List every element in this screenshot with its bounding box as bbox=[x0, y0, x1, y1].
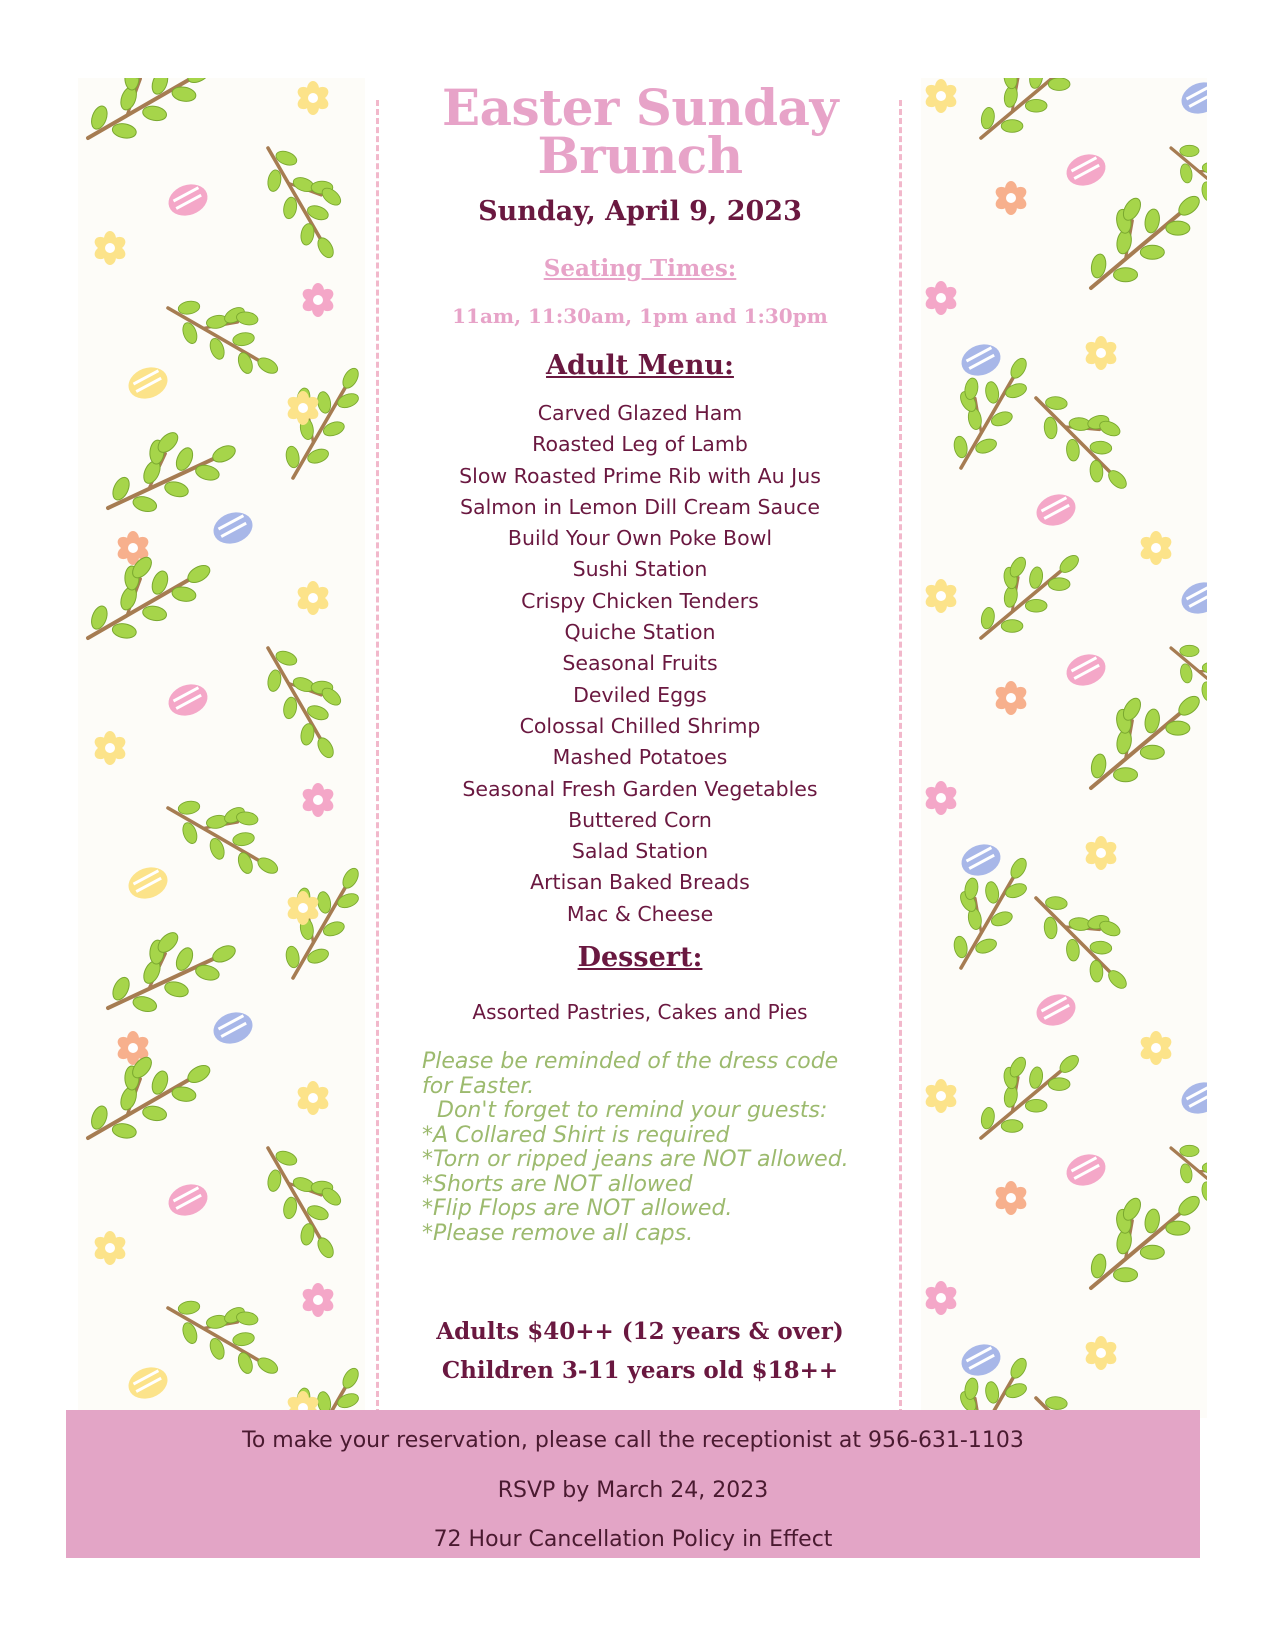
left-decor-panel bbox=[78, 78, 365, 1418]
easter-egg-icon bbox=[124, 362, 172, 404]
dress-code-line: *Torn or ripped jeans are NOT allowed. bbox=[422, 1147, 849, 1172]
easter-egg-icon bbox=[957, 839, 1005, 881]
leaf-branch-icon bbox=[248, 1128, 365, 1269]
easter-egg-icon bbox=[124, 862, 172, 904]
dessert-heading: Dessert: bbox=[577, 942, 703, 973]
menu-item: Salad Station bbox=[571, 839, 709, 864]
daisy-flower-icon bbox=[1138, 531, 1173, 565]
daisy-flower-icon bbox=[923, 79, 958, 113]
spring-pattern-icon bbox=[78, 78, 365, 1418]
leaf-branch-icon bbox=[157, 1273, 298, 1390]
easter-egg-icon bbox=[209, 1007, 257, 1049]
menu-item: Seasonal Fruits bbox=[562, 651, 718, 676]
daisy-flower-icon bbox=[295, 1081, 330, 1115]
leaf-branch-icon bbox=[248, 128, 365, 269]
daisy-flower-icon bbox=[285, 391, 320, 425]
daisy-flower-icon bbox=[300, 783, 335, 817]
leaf-branch-icon bbox=[89, 408, 245, 530]
dress-code-line: *Shorts are NOT allowed bbox=[422, 1171, 693, 1197]
daisy-flower-icon bbox=[923, 781, 958, 815]
menu-item: Quiche Station bbox=[564, 620, 716, 645]
rsvp-deadline-text: RSVP by March 24, 2023 bbox=[497, 1478, 769, 1503]
daisy-flower-icon bbox=[1083, 1336, 1118, 1370]
easter-egg-icon bbox=[1062, 149, 1110, 191]
daisy-flower-icon bbox=[92, 231, 127, 265]
menu-item: Mac & Cheese bbox=[566, 901, 714, 926]
easter-egg-icon bbox=[1177, 577, 1207, 619]
leaf-branch-icon bbox=[1158, 1121, 1207, 1236]
easter-egg-icon bbox=[1032, 489, 1080, 531]
easter-egg-icon bbox=[164, 1179, 212, 1221]
daisy-flower-icon bbox=[923, 579, 958, 613]
footer-banner bbox=[66, 1410, 1200, 1558]
menu-item: Artisan Baked Breads bbox=[530, 870, 750, 895]
dress-code-notice bbox=[422, 1050, 882, 1246]
dessert-item: Assorted Pastries, Cakes and Pies bbox=[472, 1000, 808, 1024]
leaf-branch-icon bbox=[1158, 621, 1207, 736]
menu-item: Build Your Own Poke Bowl bbox=[507, 526, 773, 551]
leaf-branch-icon bbox=[1020, 370, 1153, 503]
menu-item: Slow Roasted Prime Rib with Au Jus bbox=[459, 463, 821, 488]
easter-egg-icon bbox=[164, 179, 212, 221]
leaf-branch-icon bbox=[248, 628, 365, 769]
leaf-branch-icon bbox=[78, 1029, 222, 1159]
menu-item: Crispy Chicken Tenders bbox=[521, 588, 759, 613]
easter-egg-icon bbox=[1177, 78, 1207, 119]
easter-egg-icon bbox=[1177, 1077, 1207, 1119]
daisy-flower-icon bbox=[285, 891, 320, 925]
right-decor-panel bbox=[921, 78, 1207, 1418]
easter-egg-icon bbox=[1032, 989, 1080, 1031]
menu-item: Seasonal Fresh Garden Vegetables bbox=[462, 776, 818, 801]
daisy-flower-icon bbox=[923, 1281, 958, 1315]
easter-egg-icon bbox=[957, 339, 1005, 381]
dress-code-line: Don't forget to remind your guests: bbox=[437, 1098, 828, 1123]
daisy-flower-icon bbox=[1083, 336, 1118, 370]
seating-times-label: Seating Times: bbox=[543, 255, 737, 282]
easter-egg-icon bbox=[124, 1362, 172, 1404]
children-price: Children 3-11 years old $18++ bbox=[441, 1357, 839, 1384]
easter-egg-icon bbox=[1062, 649, 1110, 691]
title-line-2: Brunch bbox=[537, 126, 743, 185]
daisy-flower-icon bbox=[923, 281, 958, 315]
daisy-flower-icon bbox=[923, 1079, 958, 1113]
menu-item: Mashed Potatoes bbox=[552, 745, 728, 770]
dress-code-line: *A Collared Shirt is required bbox=[422, 1122, 730, 1148]
event-date: Sunday, April 9, 2023 bbox=[478, 196, 802, 227]
menu-item: Salmon in Lemon Dill Cream Sauce bbox=[460, 494, 820, 519]
daisy-flower-icon bbox=[92, 731, 127, 765]
daisy-flower-icon bbox=[1083, 836, 1118, 870]
daisy-flower-icon bbox=[993, 681, 1028, 715]
leaf-branch-icon bbox=[89, 908, 245, 1030]
daisy-flower-icon bbox=[1138, 1031, 1173, 1065]
reservation-phone-text: To make your reservation, please call the receptionist at 956-631-1103 bbox=[242, 1428, 1024, 1453]
leaf-branch-icon bbox=[955, 78, 1092, 155]
seating-times-value: 11am, 11:30am, 1pm and 1:30pm bbox=[452, 304, 828, 328]
easter-egg-icon bbox=[957, 1339, 1005, 1381]
right-dashed-divider bbox=[899, 100, 902, 1415]
daisy-flower-icon bbox=[993, 181, 1028, 215]
leaf-branch-icon bbox=[1158, 121, 1207, 236]
daisy-flower-icon bbox=[300, 283, 335, 317]
dress-code-line: *Please remove all caps. bbox=[422, 1220, 694, 1246]
dress-code-line: Please be reminded of the dress code bbox=[422, 1049, 839, 1074]
leaf-branch-icon bbox=[78, 78, 222, 160]
page-title bbox=[385, 78, 895, 185]
leaf-branch-icon bbox=[78, 529, 222, 659]
daisy-flower-icon bbox=[300, 1283, 335, 1317]
menu-item: Deviled Eggs bbox=[573, 682, 707, 707]
leaf-branch-icon bbox=[157, 773, 298, 890]
adult-menu-heading: Adult Menu: bbox=[546, 350, 734, 381]
spring-pattern-icon bbox=[921, 78, 1207, 1418]
cancellation-policy-text: 72 Hour Cancellation Policy in Effect bbox=[433, 1527, 833, 1552]
leaf-branch-icon bbox=[955, 526, 1092, 655]
adult-price: Adults $40++ (12 years & over) bbox=[436, 1318, 844, 1345]
menu-item: Sushi Station bbox=[572, 557, 708, 582]
leaf-branch-icon bbox=[157, 273, 298, 390]
easter-egg-icon bbox=[1062, 1149, 1110, 1191]
daisy-flower-icon bbox=[92, 1231, 127, 1265]
daisy-flower-icon bbox=[993, 1181, 1028, 1215]
menu-item: Carved Glazed Ham bbox=[537, 401, 743, 425]
leaf-branch-icon bbox=[1020, 870, 1153, 1003]
left-dashed-divider bbox=[376, 100, 379, 1415]
dress-code-line: *Flip Flops are NOT allowed. bbox=[422, 1196, 733, 1221]
menu-item: Colossal Chilled Shrimp bbox=[519, 713, 761, 738]
leaf-branch-icon bbox=[955, 1026, 1092, 1155]
easter-egg-icon bbox=[164, 679, 212, 721]
dress-code-line: for Easter. bbox=[422, 1073, 535, 1099]
title-line-1: Easter Sunday bbox=[441, 78, 839, 137]
adult-menu-list bbox=[385, 398, 895, 930]
easter-egg-icon bbox=[209, 507, 257, 549]
daisy-flower-icon bbox=[295, 81, 330, 115]
menu-item: Roasted Leg of Lamb bbox=[532, 432, 748, 457]
menu-item: Buttered Corn bbox=[568, 807, 712, 832]
daisy-flower-icon bbox=[295, 581, 330, 615]
